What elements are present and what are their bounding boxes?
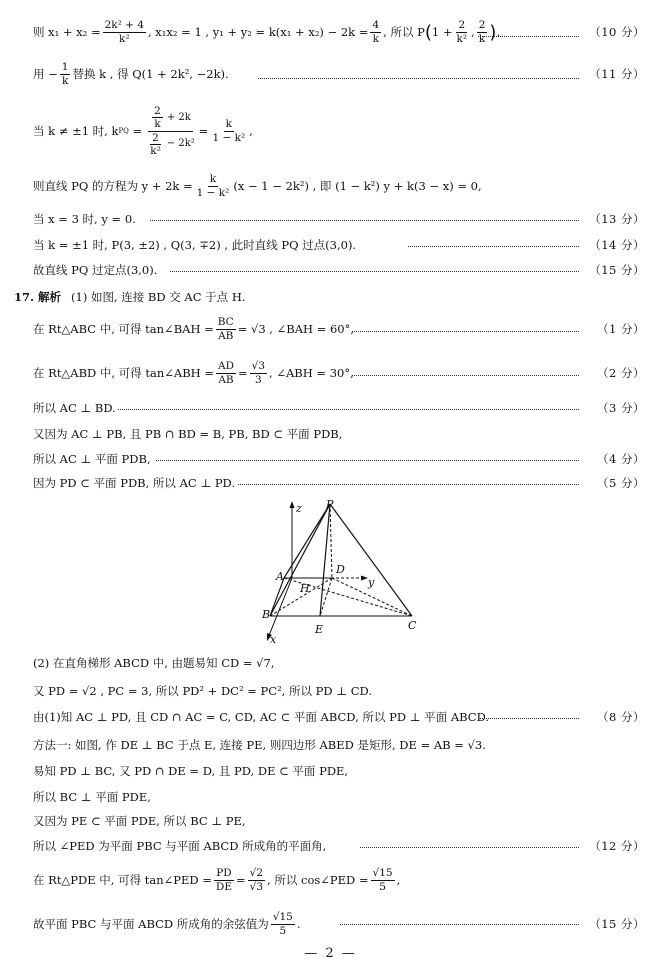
q16-l1-text-a: 则 x₁ + x₂ =: [33, 25, 101, 39]
leader-dots: [258, 78, 579, 79]
edge-PA: [284, 504, 330, 578]
q17-line-b3: 由(1)知 AC ⊥ PD, 且 CD ∩ AC = C, CD, AC ⊂ 平面 ABCD, 所以 PD ⊥ 平面 ABCD. （8 分）: [33, 710, 645, 724]
q17-line-b8: 所以 ∠PED 为平面 PBC 与平面 ABCD 所成角的平面角, （12 分）: [33, 839, 645, 853]
fraction: $\frac{k}{\text{1 − k²}}$: [212, 118, 246, 144]
q17-line-b6: 所以 BC ⊥ 平面 PDE,: [33, 790, 151, 804]
q17-line-b5: 易知 PD ⊥ BC, 又 PD ∩ DE = D, 且 PD, DE ⊂ 平面 PDE,: [33, 764, 349, 778]
score-11: （11 分）: [589, 67, 645, 81]
q16-line-2: 用 − $\frac{1}{k}$ 替换 k , 得 Q(1 + 2k², −2k). （11 分）: [33, 61, 645, 87]
leader-dots: [408, 246, 579, 247]
edge-BA: [270, 578, 284, 616]
q17-line-b1: (2) 在直角梯形 ABCD 中, 由题易知 CD = √7,: [33, 656, 275, 670]
label-z: z: [296, 502, 302, 515]
leader-dots: [156, 460, 579, 461]
score-8: （8 分）: [597, 710, 645, 724]
fraction: $\frac{√3}{3}$: [251, 360, 266, 386]
q17-heading: 17. 解析 (1) 如图, 连接 BD 交 AC 于点 H.: [14, 290, 246, 304]
q17-line-a5: 所以 AC ⊥ 平面 PDB, （4 分）: [33, 452, 645, 466]
label-A: A: [276, 570, 284, 583]
leader-dots: [352, 375, 579, 376]
y-axis-arrow: [361, 576, 368, 581]
leader-dots: [478, 36, 579, 37]
q16-line-7: 故直线 PQ 过定点(3,0). （15 分）: [33, 263, 645, 277]
q16-l1-text-c: , 所以 P: [383, 25, 425, 39]
q17-line-a6: 因为 PD ⊂ 平面 PDB, 所以 AC ⊥ PD. （5 分）: [33, 476, 645, 490]
label-y: y: [368, 576, 375, 589]
fraction: $\frac{4}{k}$: [372, 19, 380, 45]
score-13: （13 分）: [589, 212, 645, 226]
fraction: $\frac{2}{k}$: [478, 19, 486, 45]
score-12: （12 分）: [589, 839, 645, 853]
q16-l1-text-b: , x₁x₂ = 1 , y₁ + y₂ = k(x₁ + x₂) − 2k =: [148, 25, 369, 39]
fraction: $\frac{√15}{5}$: [272, 911, 293, 937]
edge-PC: [330, 504, 412, 616]
z-axis-arrow: [290, 501, 295, 508]
q17-line-a3: 所以 AC ⊥ BD. （3 分）: [33, 401, 645, 415]
fraction: $\frac{\text{2k² + 4}}{\text{k²}}$: [104, 19, 144, 45]
fraction: $\frac{√2}{√3}$: [249, 867, 264, 893]
question-number: 17.: [14, 290, 35, 304]
score-10: （10 分）: [589, 25, 645, 39]
score-15-a: （15 分）: [589, 263, 645, 277]
q17-line-a4: 又因为 AC ⊥ PB, 且 PB ∩ BD = B, PB, BD ⊂ 平面 PDB,: [33, 427, 343, 441]
q17-line-b10: 故平面 PBC 与平面 ABCD 所成角的余弦值为 $\frac{√15}{5}$ . （15 分）: [33, 911, 645, 937]
label-C: C: [408, 619, 417, 632]
q16-line-4: 则直线 PQ 的方程为 y + 2k = $\frac{k}{\text{1 − k²}}$ (x − 1 − 2k²) , 即 (1 − k²) y + k(3 − x) = 0,: [33, 173, 482, 199]
score-3: （3 分）: [597, 401, 645, 415]
pyramid-figure: [256, 496, 426, 644]
fraction: $\frac{2}{\text{k²}}$: [456, 19, 468, 45]
q17-line-b9: 在 Rt△PDE 中, 可得 tan∠PED = $\frac{PD}{DE}$ = $\frac{√2}{√3}$ , 所以 cos∠PED = $\frac{√15}{5}$ ,: [33, 867, 401, 893]
leader-dots: [118, 409, 579, 410]
q17-line-b4: 方法一: 如图, 作 DE ⊥ BC 于点 E, 连接 PE, 则四边形 ABED 是矩形, DE = AB = √3.: [33, 738, 486, 752]
score-15-b: （15 分）: [589, 917, 645, 931]
leader-dots: [352, 331, 579, 332]
compound-fraction: $\frac{2}{k}$ + 2k $\frac{2}{\text{k²}}$ − 2k²: [144, 105, 197, 156]
fraction: $\frac{k}{\text{1 − k²}}$: [196, 173, 230, 199]
page-number: — 2 —: [304, 946, 357, 961]
q16-line-1: 则 x₁ + x₂ = $\frac{\text{2k² + 4}}{\text{k²}}$ , x₁x₂ = 1 , y₁ + y₂ = k(x₁ + x₂) − 2k = $\frac{4}{k}$ , 所以 P ( 1 + $\frac{2}{\text{k²}}$ , $\frac{2}{k}$ ) . （10 分）: [33, 19, 645, 45]
score-14: （14 分）: [589, 238, 645, 252]
q16-line-6: 当 k = ±1 时, P(3, ±2) , Q(3, ∓2) , 此时直线 PQ 过点(3,0). （14 分）: [33, 238, 645, 252]
score-4: （4 分）: [597, 452, 645, 466]
label-E: E: [315, 623, 324, 636]
leader-dots: [150, 220, 579, 221]
q17-line-a1: 在 Rt△ABC 中, 可得 tan∠BAH = $\frac{BC}{AB}$ = √3 , ∠BAH = 60°, （1 分）: [33, 316, 645, 342]
label-D: D: [336, 563, 345, 576]
score-5: （5 分）: [597, 476, 645, 490]
fraction: $\frac{1}{k}$: [61, 61, 69, 87]
fraction: $\frac{√15}{5}$: [372, 867, 393, 893]
leader-dots: [170, 271, 579, 272]
leader-dots: [340, 924, 579, 925]
leader-dots: [478, 718, 579, 719]
q17-line-b7: 又因为 PE ⊂ 平面 PDE, 所以 BC ⊥ PE,: [33, 814, 246, 828]
q17-line-b2: 又 PD = √2 , PC = 3, 所以 PD² + DC² = PC², 所以 PD ⊥ CD.: [33, 684, 372, 698]
fraction: $\frac{BC}{AB}$: [217, 316, 234, 342]
q17-line-a2: 在 Rt△ABD 中, 可得 tan∠ABH = $\frac{AD}{AB}$ = $\frac{√3}{3}$ , ∠ABH = 30°, （2 分）: [33, 360, 645, 386]
edge-PD: [330, 504, 332, 578]
q16-line-5: 当 x = 3 时, y = 0. （13 分）: [33, 212, 645, 226]
label-B: B: [262, 608, 271, 621]
x-axis: [268, 578, 292, 638]
leader-dots: [238, 484, 579, 485]
score-2: （2 分）: [597, 366, 645, 380]
solution-label: 解析: [38, 290, 62, 304]
score-1: （1 分）: [597, 322, 645, 336]
label-P: P: [326, 498, 334, 511]
q16-line-3: 当 k ≠ ±1 时, k PQ = $\frac{2}{k}$ + 2k $\frac{2}{\text{k²}}$ − 2k² = $\frac{k}{\text{1 − k²}}$ ,: [33, 105, 253, 157]
label-H: H: [300, 582, 310, 595]
fraction: $\frac{AD}{AB}$: [217, 360, 234, 386]
label-x: x: [270, 633, 277, 644]
fraction: $\frac{PD}{DE}$: [215, 867, 233, 893]
leader-dots: [360, 847, 579, 848]
